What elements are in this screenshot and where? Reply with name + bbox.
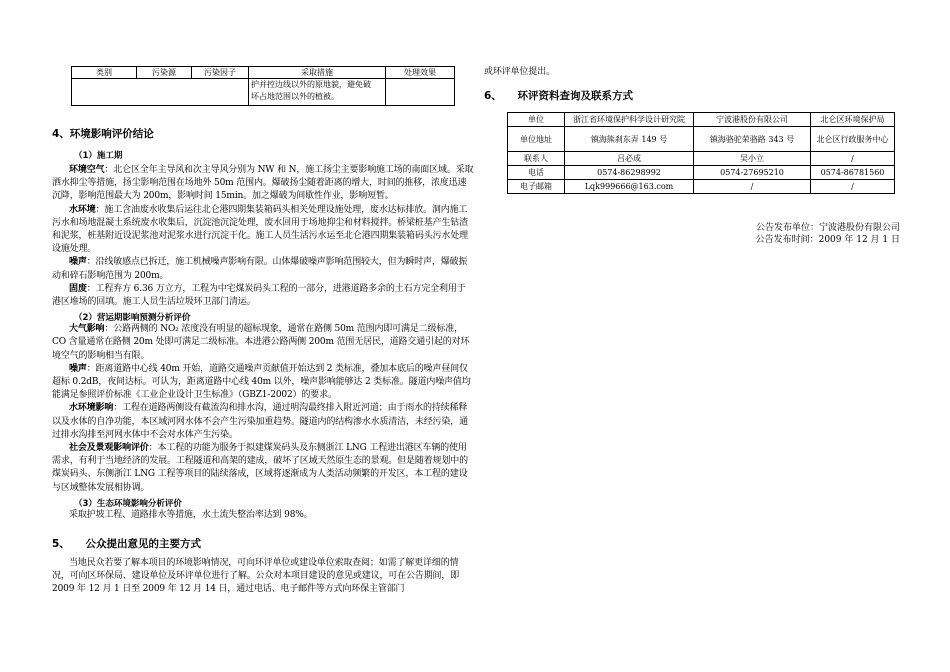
contact-header-institute: 浙江省环境保护科学设计研究院 <box>565 113 694 127</box>
water2-text: ：工程在道路两侧设有截流沟和排水沟，通过明沟最终排入附近河道；由于雨水的持续稀释以及水体的自净功能，本区域河网水体不会产生污染加重趋势。隧道内的结构渗水水质清洁，未经污染，通过排水沟排至河网水体中不会对水体产生污染。 <box>52 403 468 440</box>
table-header-row <box>72 67 455 79</box>
solid-lead: 固废 <box>69 283 87 294</box>
table-row <box>508 152 895 166</box>
left-column <box>52 66 474 597</box>
air-text: ：北仑区全年主导风和次主导风分别为 NW 和 N，施工扬尘主要影响施工场的南面区域。采取洒水抑尘等措施，扬尘影响范围在场地外 50m 范围内。爆破扬尘随着距离的增大，时间的推移，浓度迅速沉降，影响范围最大为 200m，影响时间 15min。加之爆破为间歇性作业，影响短暂。 <box>52 165 474 202</box>
contact-cell-phone: 0574-86298992 <box>565 166 694 180</box>
water2-paragraph <box>52 402 474 442</box>
contact-cell-label: 联系人 <box>508 152 565 166</box>
water-text: ：施工含油废水收集后运往北仑港四期集装箱码头相关处理设施处理，废水达标排放。洞内施工污水和场地混凝土系统废水收集后，沉淀池沉淀处理，废水回用于场地抑尘和材料搅拌。桥梁桩基产生钻渣和泥浆，桩基附近设泥浆池对泥浆水进行沉淀干化。施工人员生活污水运至北仑港四期集装箱码头污水处理设施处理。 <box>52 204 468 255</box>
measures-line-1: 护并控边线以外的原地貌，避免破 <box>251 80 371 89</box>
contact-cell-email: / <box>811 180 895 194</box>
section5-title: 5、 公众提出意见的主要方式 <box>52 538 202 551</box>
header-category: 类别 <box>72 67 137 79</box>
contact-header-row <box>508 113 895 127</box>
measures-line-2: 坏占地范围以外的植被。 <box>251 92 339 101</box>
continued-text: 或环评单位提出。 <box>484 67 555 77</box>
contact-cell-address: 镇海熊刹东弄 149 号 <box>565 127 694 152</box>
pollution-measures-table <box>71 66 455 106</box>
section4-title: 4、环境影响评价结论 <box>52 128 154 140</box>
water-paragraph <box>52 204 474 257</box>
air2-paragraph <box>52 323 474 363</box>
air-lead: 环境空气 <box>69 165 105 175</box>
noise2-text: ：距离道路中心线 40m 开始，道路交通噪声贡献值开始达到 2 类标准，叠加本底后的噪声昼间仅超标 0.2dB，夜间达标。可认为，距离道路中心线 40m 以外，噪声影响能够达 2 类标准。隧道内噪声值均能满足参照评价标准《工业企业设计卫生标准》（GBZ1-2002）的要求。 <box>52 363 471 401</box>
eco-paragraph: 采取护坡工程、道路排水等措施，水土流失整治率达到 98%。 <box>69 509 313 520</box>
social-text: ：本工程的功能为服务于拟建煤炭码头及东侧浙江 LNG 工程进出港区车辆的使用需求，有利于当地经济的发展。工程隧道和高架的建成，破坏了区域天然原生态的景观。但是随着规划中的煤炭码头、东侧浙江 LNG 工程等项目的陆续落成，区域将逐渐成为人类活动频繁的开发区，本工程的建设与区域整体发展相协调。 <box>52 443 468 493</box>
table-cell-empty <box>72 79 249 106</box>
sub2-title: （2）营运期影响预测分析评价 <box>74 313 191 324</box>
contact-cell-person: / <box>811 152 895 166</box>
contact-cell-label: 单位地址 <box>508 127 565 152</box>
contact-cell-email[interactable]: Lqk999666@163.com <box>565 180 694 194</box>
table-row <box>72 79 455 106</box>
water-lead: 水环境 <box>69 204 96 215</box>
solid-paragraph <box>52 283 474 309</box>
contact-cell-phone: 0574-86781560 <box>811 166 895 180</box>
noise2-lead: 噪声 <box>69 363 87 374</box>
air-paragraph <box>52 164 474 204</box>
water2-lead: 水环境影响 <box>69 403 114 414</box>
table-row <box>508 127 895 152</box>
header-source: 污染源 <box>137 67 192 79</box>
air2-lead: 大气影响 <box>69 324 105 335</box>
contact-cell-email: / <box>694 180 811 194</box>
section5-paragraph: 当地民众若要了解本项目的环境影响情况，可向环评单位或建设单位索取查阅；如需了解更详细的情况，可向区环保局、建设单位及环评单位进行了解。公众对本项目建设的意见或建议，可在公告期间，即 2009 年 12 月 1 日至 2009 年 12 月 14 日，通过电话、电子邮件等方式向环保主管部门 <box>52 558 460 595</box>
noise-text: ：沿线敏感点已拆迁，施工机械噪声影响有限。山体爆破噪声影响范围较大，但为瞬时声，爆破振动和碎石影响范围为 200m。 <box>52 257 468 281</box>
contact-header-unit: 单位 <box>508 113 565 127</box>
section6-title: 6、 环评资料查询及联系方式 <box>484 90 634 103</box>
noise2-paragraph <box>52 363 474 403</box>
table-cell-measures <box>249 79 386 106</box>
signature-block <box>756 222 900 246</box>
right-column <box>484 66 902 194</box>
noise-lead: 噪声 <box>69 257 87 268</box>
social-lead: 社会及景观影响评价 <box>69 443 149 454</box>
table-row <box>508 166 895 180</box>
air2-text: ：公路两侧的 NO₂ 浓度没有明显的超标现象，通常在路侧 50m 范围内即可满足二级标准，CO 含量通常在路侧 20m 处即可满足二级标准。本进港公路两侧 200m 范围无居民，道路交通引起的对环境空气的影响相当有限。 <box>52 324 470 361</box>
header-factor: 污染因子 <box>192 67 249 79</box>
contact-cell-label: 电子邮箱 <box>508 180 565 194</box>
contact-cell-person: 吕必成 <box>565 152 694 166</box>
contact-header-port: 宁波港股份有限公司 <box>694 113 811 127</box>
solid-text: ：工程弃方 6.36 万立方，工程为中宅煤炭码头工程的一部分，进港道路多余的土石方完全利用于港区堆场的回填。施工人员生活垃圾环卫部门清运。 <box>52 283 466 308</box>
contact-cell-address: 北仑区行政服务中心 <box>811 127 895 152</box>
header-effect: 处理效果 <box>386 67 455 79</box>
signature-unit: 公告发布单位：宁波港股份有限公司 <box>755 223 900 233</box>
contact-table <box>507 112 895 194</box>
social-paragraph <box>52 442 474 495</box>
contact-cell-label: 电话 <box>508 166 565 180</box>
contact-cell-address: 镇海骆驼荣骆路 343 号 <box>694 127 811 152</box>
contact-cell-person: 吴小立 <box>694 152 811 166</box>
table-row <box>508 180 895 194</box>
contact-header-epb: 北仑区环境保护局 <box>811 113 895 127</box>
contact-cell-phone: 0574-27695210 <box>694 166 811 180</box>
sub3-title: （3）生态环境影响分析评价 <box>74 498 182 509</box>
sub1-title: （1）施工期 <box>74 151 123 161</box>
table-cell-effect <box>386 79 455 106</box>
signature-time: 公告发布时间：2009 年 12 月 1 日 <box>755 235 900 245</box>
header-measures: 采取措施 <box>249 67 386 79</box>
noise-paragraph <box>52 256 474 282</box>
